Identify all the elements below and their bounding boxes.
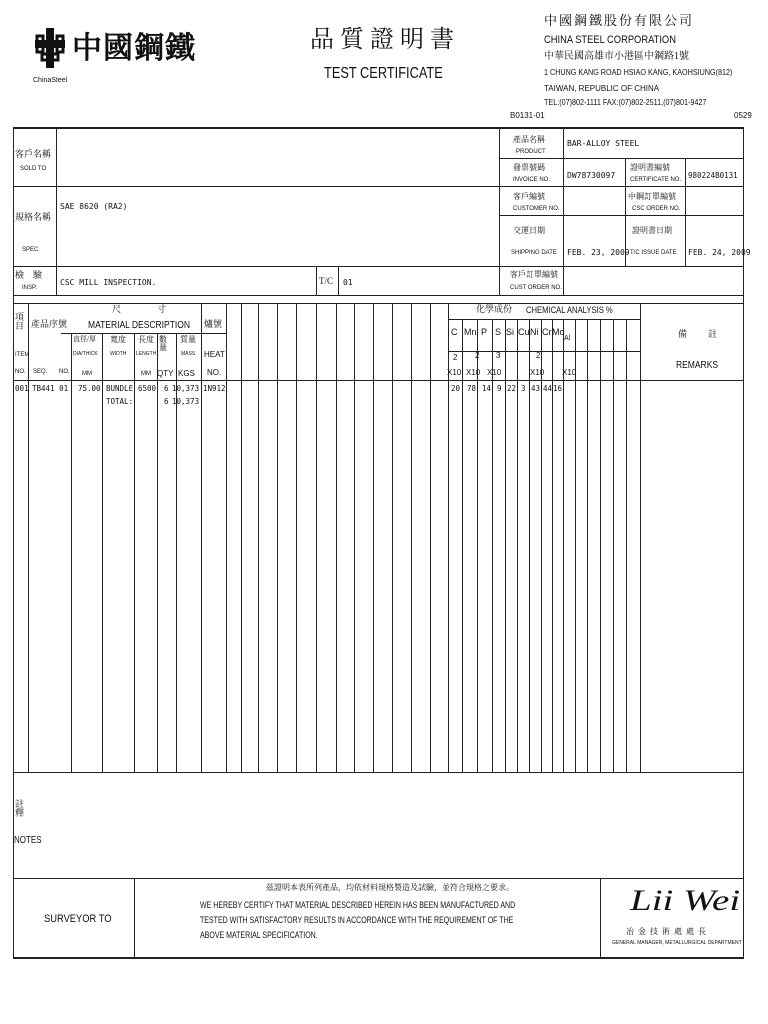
frame-left-line [13, 127, 14, 957]
dia-unit: MM [82, 371, 92, 377]
grid-line [102, 333, 103, 772]
row-chem-si: 22 [507, 384, 517, 393]
grid-line [28, 303, 29, 772]
invoice-label-cn: 發票號碼 [513, 163, 545, 172]
notes-label-cn: 註釋 [15, 799, 25, 818]
grid-line [613, 319, 614, 772]
element-s: S [495, 327, 502, 337]
product-value: BAR-ALLOY STEEL [567, 139, 640, 148]
multiplier-mn: X10 [466, 368, 481, 377]
grid-line [241, 303, 242, 772]
frame-top-line [13, 127, 744, 129]
contact-line: TEL:(07)802-1111 FAX:(07)802-2511,(07)801-9427 [544, 98, 707, 107]
multiplier-ni: X10 [530, 368, 545, 377]
row-item-no: 001 [15, 384, 29, 393]
invoice-label-en: INVOICE NO. [513, 177, 551, 183]
grid-line [430, 303, 431, 772]
manager-title-en: GENERAL MANAGER, METALLURGICAL DEPARTMENT [612, 940, 742, 946]
grid-line [13, 772, 743, 773]
seq-label-cn: 產品序號 [31, 319, 68, 329]
length-unit: MM [141, 371, 151, 377]
item-label-cn: 項目 [15, 312, 25, 331]
element-ni: Ni [530, 327, 539, 337]
grid-line [499, 127, 500, 295]
grid-line [600, 319, 601, 772]
grid-line [258, 303, 259, 772]
sold-to-label-cn: 客戶名稱 [15, 149, 52, 159]
grid-line [13, 878, 743, 879]
dia-label-cn: 直徑/厚 [73, 335, 96, 343]
spec-label-en: SPEC [22, 247, 39, 253]
cert-label-en: CERTIFICATE NO. [630, 177, 682, 183]
chem-label-cn: 化學成份 [476, 304, 513, 314]
company-name-chinese: 中國鋼鐵股份有限公司 [544, 13, 695, 28]
grid-line [316, 266, 317, 295]
row-qty: 6 [164, 384, 169, 393]
exponent-ni: 2 [536, 351, 541, 360]
total-mass: 10,373 [172, 397, 200, 406]
grid-line [201, 303, 202, 772]
row-chem-p: 14 [482, 384, 492, 393]
grid-line [529, 319, 530, 772]
row-chem-cu: 3 [521, 384, 526, 393]
grid-line [13, 266, 743, 267]
grid-line [134, 333, 135, 772]
heat-label-en2: NO. [207, 368, 222, 377]
grid-line [338, 266, 339, 295]
grid-line [296, 303, 297, 772]
element-p: P [481, 327, 488, 337]
material-description-label: MATERIAL DESCRIPTION [88, 320, 191, 331]
remarks-label-en: REMARKS [676, 360, 719, 371]
exponent-p: 3 [496, 351, 501, 360]
row-length: 6500 [138, 384, 157, 393]
grid-line [499, 158, 743, 159]
company-name-english: CHINA STEEL CORPORATION [544, 34, 676, 46]
multiplier-al: X10 [562, 368, 577, 377]
grid-line [71, 333, 72, 772]
grid-line [354, 303, 355, 772]
mass-label-en: MASS [181, 351, 196, 357]
item-label-en1: ITEM [15, 352, 30, 358]
item-label-en2: NO. [15, 369, 26, 375]
grid-line [541, 319, 542, 772]
tc-label: T/C [319, 276, 334, 286]
sold-to-label-en: SOLD TO [20, 166, 47, 172]
grid-line [336, 303, 337, 772]
grid-line [392, 303, 393, 772]
signature: Lii Wei [630, 884, 741, 917]
customer-label-en: CUSTOMER NO. [513, 206, 560, 212]
logo-chinese: 中國鋼鐵 [72, 32, 196, 65]
exponent-c: 2 [453, 353, 458, 362]
grid-line [640, 303, 641, 772]
grid-line [505, 319, 506, 772]
grid-line [499, 186, 743, 187]
row-heat-no: 1N912 [203, 384, 226, 393]
customer-label-cn: 客戶編號 [513, 192, 545, 201]
product-label-en: PRODUCT [516, 149, 546, 155]
row-mass: 10,373 [172, 384, 200, 393]
grid-line [600, 878, 601, 957]
length-label-cn: 長度 [138, 335, 154, 344]
certification-line3: ABOVE MATERIAL SPECIFICATION. [200, 930, 318, 940]
title-chinese: 品質證明書 [310, 27, 460, 53]
spec-value: SAE 8620 (RA2) [60, 202, 128, 211]
logo-subtitle: ChinaSteel [33, 77, 68, 84]
grid-line [13, 380, 743, 381]
ship-value: FEB. 23, 2009 [567, 248, 630, 257]
invoice-value: DW78730097 [567, 171, 616, 180]
certification-line2: TESTED WITH SATISFACTORY RESULTS IN ACCORDANCE WITH THE REQUIREMENT OF THE [200, 915, 514, 925]
issue-label-cn: 證明書日期 [632, 226, 672, 235]
heat-label-en1: HEAT [204, 350, 225, 359]
grid-line [157, 333, 158, 772]
cust-order-label-en: CUST ORDER NO. [510, 285, 562, 291]
certification-text-cn: 茲證明本表所列產品，均依材料規格製造及試驗，並符合規格之要求。 [266, 883, 514, 892]
page-code: 0529 [734, 111, 752, 120]
mass-unit: KGS [178, 369, 195, 378]
grid-line [563, 319, 564, 772]
grid-line [134, 878, 135, 957]
grid-line [587, 319, 588, 772]
exponent-mn: 2 [475, 351, 480, 360]
grid-line [626, 319, 627, 772]
multiplier-c: X10 [447, 368, 462, 377]
tc-value: 01 [343, 278, 353, 287]
row-seq-no: TB441 01 [32, 384, 69, 393]
insp-value: CSC MILL INSPECTION. [60, 278, 157, 287]
grid-line [462, 319, 463, 772]
row-chem-s: 9 [497, 384, 502, 393]
frame-bottom-line [13, 957, 744, 959]
grid-line [56, 127, 57, 295]
product-label-cn: 產品名稱 [513, 135, 545, 144]
grid-line [477, 319, 478, 772]
row-dia: 75.00 [78, 384, 101, 393]
grid-line [226, 303, 227, 772]
china-steel-logo-icon [33, 26, 67, 70]
certification-line1: WE HEREBY CERTIFY THAT MATERIAL DESCRIBED HEREIN HAS BEEN MANUFACTURED AND [200, 900, 516, 910]
ship-label-en: SHIPPING DATE [511, 250, 557, 256]
mass-label-cn: 質量 [180, 335, 196, 344]
cust-order-label-cn: 客戶訂單編號 [510, 270, 558, 279]
address-chinese: 中華民國高雄市小港區中鋼路1號 [544, 51, 689, 62]
total-qty: 6 [164, 397, 169, 406]
row-chem-cr: 44 [543, 384, 553, 393]
cert-value: 980224B0131 [688, 171, 738, 180]
title-english: TEST CERTIFICATE [324, 65, 443, 82]
notes-label-en: NOTES [14, 835, 42, 846]
grid-line [499, 215, 743, 216]
grid-line [13, 295, 743, 296]
element-cu: Cu [518, 327, 530, 337]
heat-label-cn: 爐號 [204, 319, 223, 329]
insp-label-cn: 檢 驗 [15, 270, 43, 280]
csc-order-label-en: CSC ORDER NO. [632, 206, 681, 212]
row-chem-ni: 43 [531, 384, 541, 393]
ship-label-cn: 交運日期 [513, 226, 545, 235]
grid-line [373, 303, 374, 772]
csc-order-label-cn: 中鋼訂單編號 [628, 192, 676, 201]
grid-line [13, 186, 499, 187]
qty-label-cn: 數量 [159, 335, 167, 352]
element-c: C [451, 327, 458, 337]
dia-label-en: DIA/THICK [73, 351, 98, 357]
element-al: Al [564, 335, 571, 342]
seq-label-en: SEQ. NO. [33, 369, 70, 375]
element-si: Si [506, 327, 515, 337]
width-label-en: WIDTH [110, 351, 127, 357]
grid-line [575, 319, 576, 772]
grid-line [277, 303, 278, 772]
insp-label-en: INSP. [22, 285, 37, 291]
element-mn: Mn [464, 327, 477, 337]
cert-label-cn: 證明書編號 [630, 163, 670, 172]
grid-line [517, 319, 518, 772]
manager-title-cn: 冶金技術處處長 [626, 927, 710, 936]
issue-label-en: T/C ISSUE DATE [630, 250, 677, 256]
grid-line [411, 303, 412, 772]
chem-label-en: CHEMICAL ANALYSIS % [526, 305, 613, 315]
element-cr: Cr [542, 327, 552, 337]
row-chem-mo: 16 [553, 384, 563, 393]
issue-value: FEB. 24, 2009 [688, 248, 751, 257]
row-chem-c: 20 [451, 384, 461, 393]
address-line1: 1 CHUNG KANG ROAD HSIAO KANG, KAOHSIUNG(812) [544, 68, 733, 77]
address-line2: TAIWAN, REPUBLIC OF CHINA [544, 84, 660, 93]
multiplier-p: X10 [487, 368, 502, 377]
row-width: BUNDLE [106, 384, 134, 393]
surveyor-label: SURVEYOR TO [44, 913, 112, 925]
grid-line [685, 158, 686, 266]
row-chem-mn: 78 [467, 384, 477, 393]
grid-line [563, 127, 564, 295]
length-label-en: LENGTH [136, 351, 157, 357]
size-label-cn: 尺 寸 [112, 304, 173, 314]
width-label-cn: 寬度 [110, 335, 126, 344]
form-code: B0131-01 [510, 111, 545, 120]
grid-line [492, 319, 493, 772]
qty-label-en: QTY [157, 369, 174, 378]
total-label: TOTAL: [106, 397, 134, 406]
remarks-label-cn: 備 註 [678, 329, 724, 339]
grid-line [316, 303, 317, 772]
element-mo: Mo [552, 327, 565, 337]
spec-label-cn: 規格名稱 [15, 212, 52, 222]
